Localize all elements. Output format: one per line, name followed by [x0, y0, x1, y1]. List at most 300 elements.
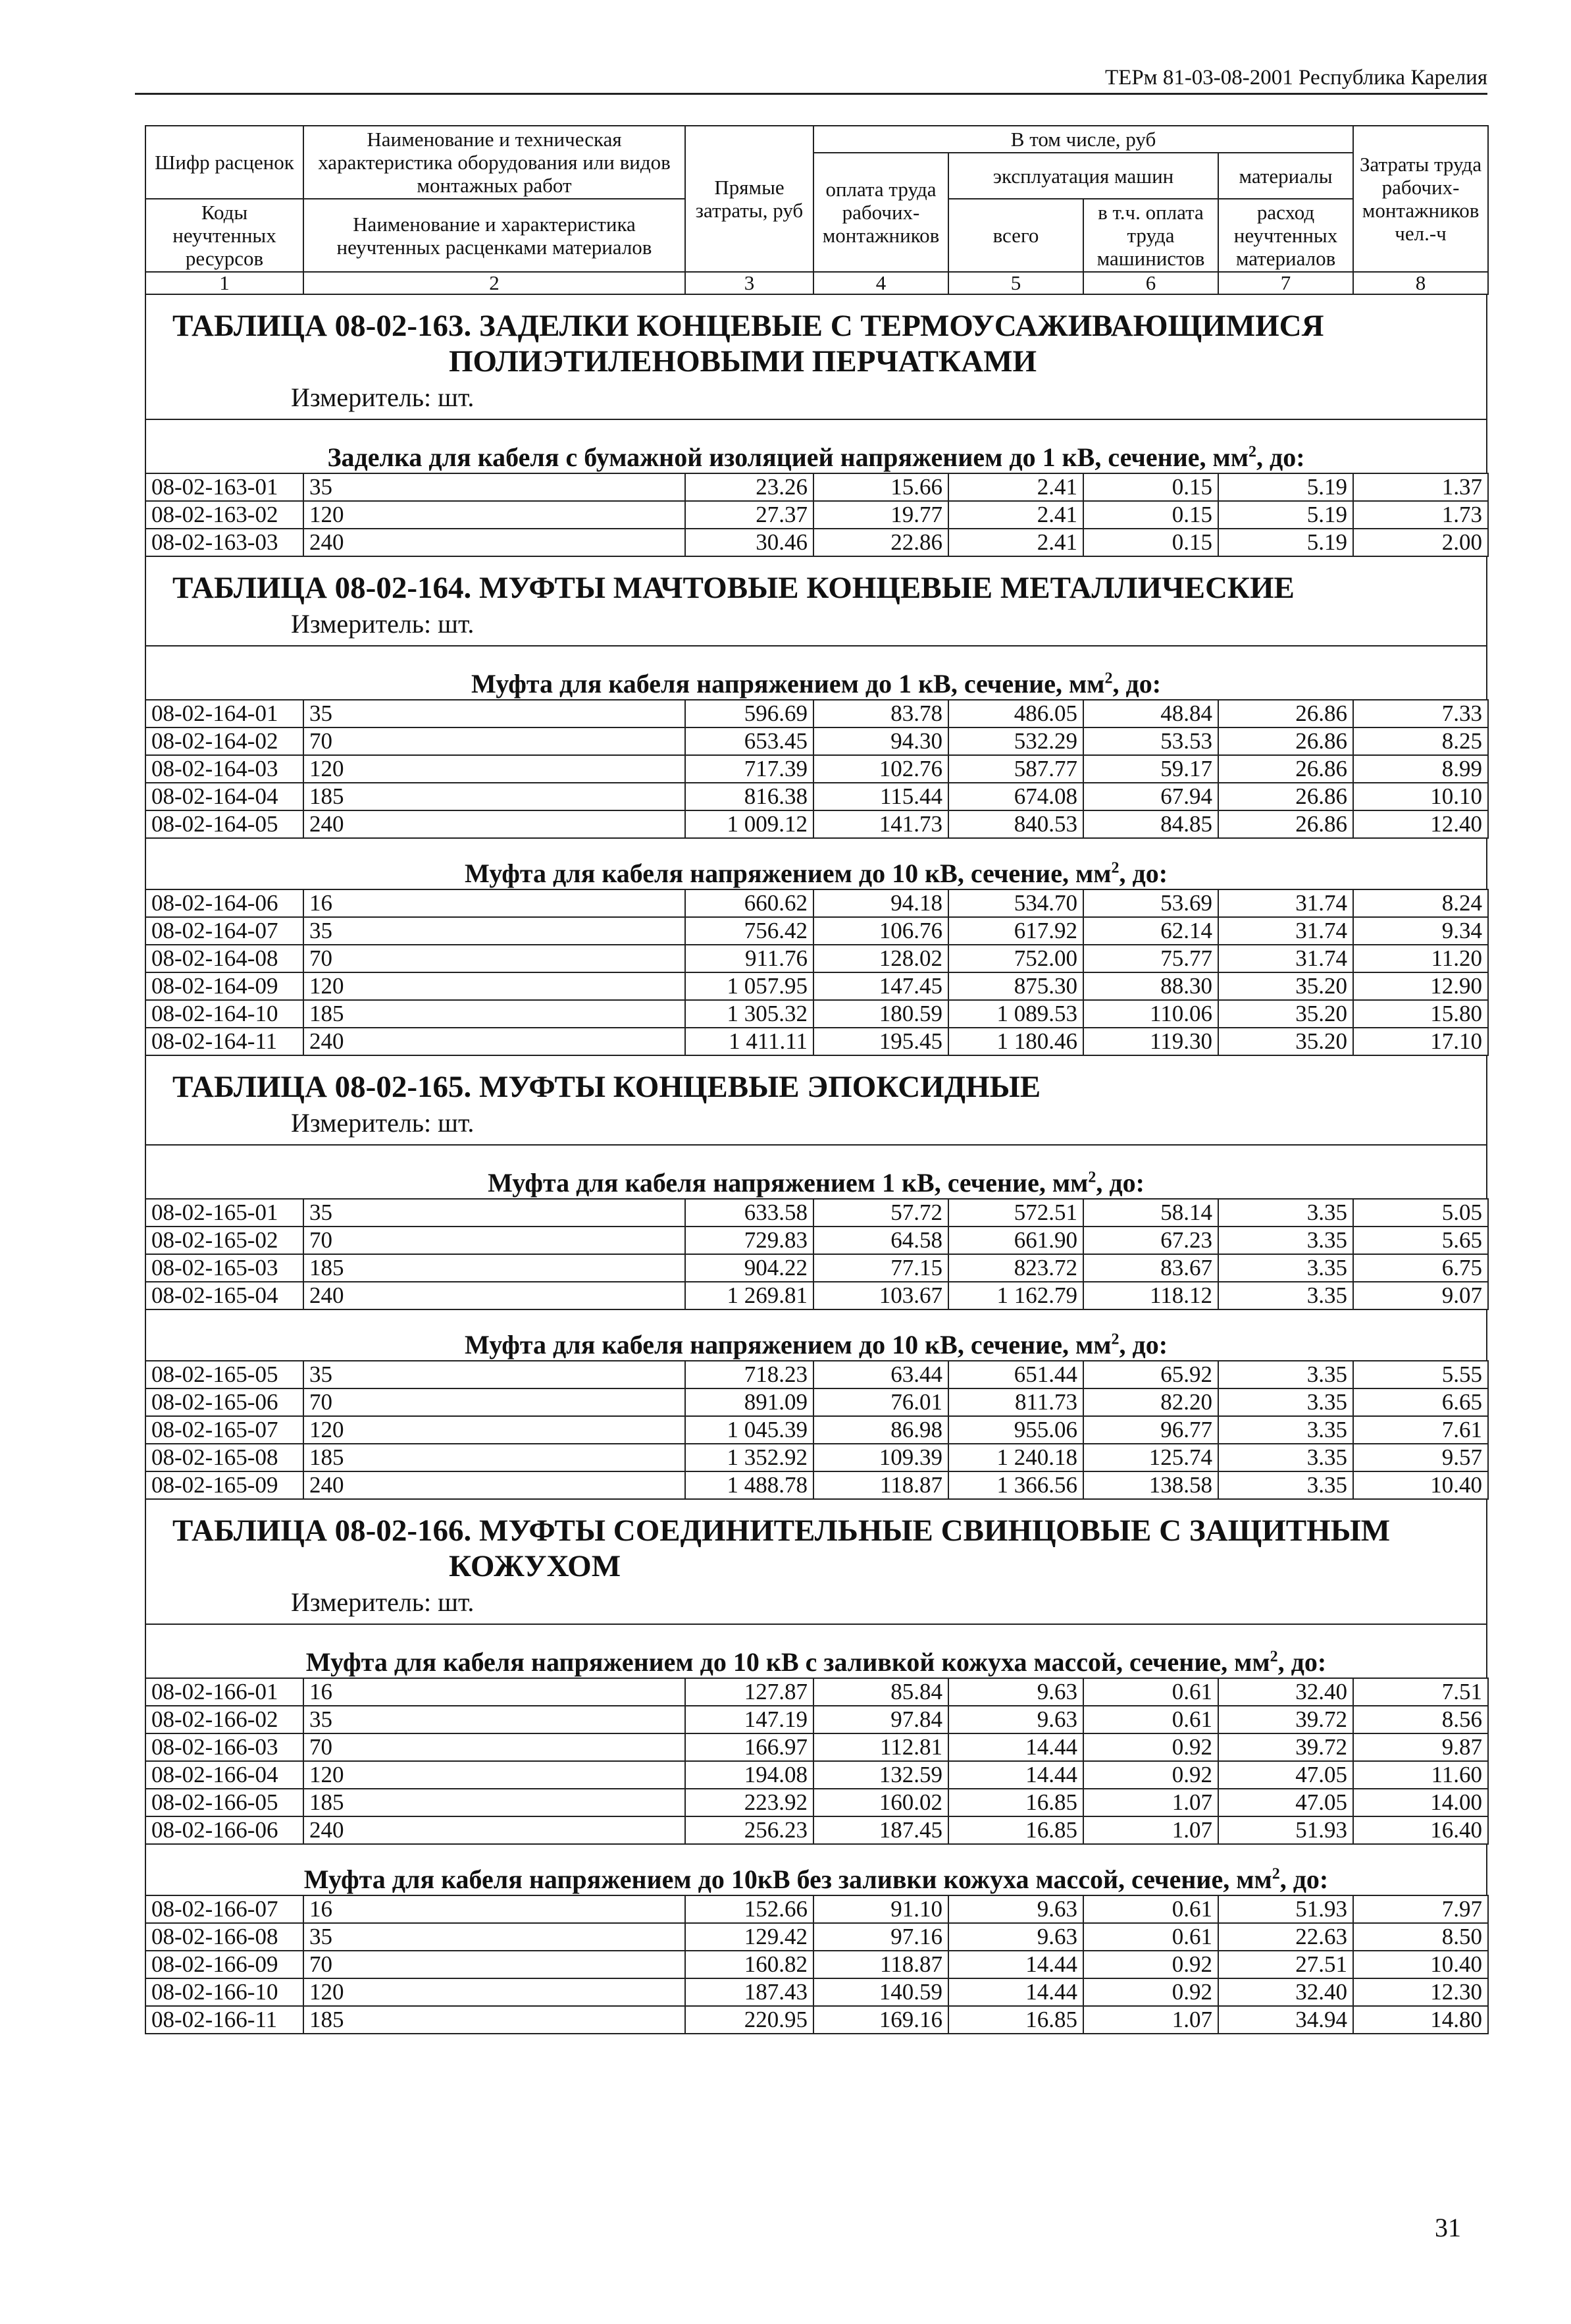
rate-code-cell: 08-02-165-03 [145, 1254, 303, 1282]
value-cell: 119.30 [1083, 1028, 1218, 1055]
value-cell: 223.92 [685, 1789, 813, 1816]
value-cell: 23.26 [685, 473, 813, 501]
table-title-continued: КОЖУХОМ [449, 1549, 621, 1583]
rate-code-cell: 08-02-166-11 [145, 2006, 303, 2034]
value-cell: 34.94 [1218, 2006, 1353, 2034]
value-cell: 14.44 [948, 1761, 1083, 1789]
value-cell: 11.60 [1353, 1761, 1488, 1789]
value-cell: 6.75 [1353, 1254, 1488, 1282]
value-cell: 31.74 [1218, 917, 1353, 945]
value-cell: 2.41 [948, 501, 1083, 529]
cross-section-cell: 185 [303, 1000, 685, 1028]
value-cell: 106.76 [813, 917, 948, 945]
section-heading-sup: 2 [1249, 443, 1256, 461]
col-name-top: Наименование и техническая характеристика оборудования или видов монтажных работ [303, 126, 685, 199]
running-header: ТЕРм 81-03-08-2001 Республика Карелия [135, 66, 1487, 95]
rate-code-cell: 08-02-163-02 [145, 501, 303, 529]
value-cell: 840.53 [948, 810, 1083, 838]
value-cell: 1 089.53 [948, 1000, 1083, 1028]
value-cell: 84.85 [1083, 810, 1218, 838]
value-cell: 7.33 [1353, 700, 1488, 727]
value-cell: 16.85 [948, 1789, 1083, 1816]
rate-code-cell: 08-02-165-02 [145, 1227, 303, 1254]
rate-code-cell: 08-02-163-01 [145, 473, 303, 501]
cross-section-cell: 35 [303, 700, 685, 727]
value-cell: 12.90 [1353, 972, 1488, 1000]
cross-section-cell: 240 [303, 529, 685, 556]
value-cell: 14.44 [948, 1951, 1083, 1978]
rate-code-cell: 08-02-166-07 [145, 1895, 303, 1923]
value-cell: 32.40 [1218, 1678, 1353, 1706]
value-cell: 674.08 [948, 783, 1083, 810]
value-cell: 166.97 [685, 1733, 813, 1761]
rate-code-cell: 08-02-165-05 [145, 1361, 303, 1388]
value-cell: 14.00 [1353, 1789, 1488, 1816]
value-cell: 94.30 [813, 727, 948, 755]
cross-section-cell: 120 [303, 1761, 685, 1789]
col-number: 2 [303, 272, 685, 294]
value-cell: 1 162.79 [948, 1282, 1083, 1309]
cross-section-cell: 70 [303, 945, 685, 972]
value-cell: 30.46 [685, 529, 813, 556]
value-cell: 1 240.18 [948, 1444, 1083, 1471]
section-heading-text: Муфта для кабеля напряжением до 10кВ без заливки кожуха массой, сечение, мм [303, 1864, 1272, 1894]
value-cell: 729.83 [685, 1227, 813, 1254]
table-row [145, 972, 1488, 1000]
value-cell: 875.30 [948, 972, 1083, 1000]
table-row [145, 945, 1488, 972]
section-heading-sup: 2 [1272, 1865, 1280, 1883]
value-cell: 91.10 [813, 1895, 948, 1923]
value-cell: 187.43 [685, 1978, 813, 2006]
measure-unit: Измеритель: шт. [291, 383, 475, 412]
rates-table [145, 1677, 1489, 1845]
measure-unit: Измеритель: шт. [291, 609, 475, 639]
table-row [145, 1789, 1488, 1816]
section-heading-sup: 2 [1111, 1331, 1120, 1348]
section-heading-sup: 2 [1270, 1648, 1278, 1666]
table-title-continued: ПОЛИЭТИЛЕНОВЫМИ ПЕРЧАТКАМИ [449, 344, 1037, 379]
cross-section-cell: 185 [303, 783, 685, 810]
table-title: ТАБЛИЦА 08-02-166. МУФТЫ СОЕДИНИТЕЛЬНЫЕ СВИНЦОВЫЕ С ЗАЩИТНЫМ [172, 1514, 1391, 1548]
rate-code-cell: 08-02-166-05 [145, 1789, 303, 1816]
value-cell: 195.45 [813, 1028, 948, 1055]
table-row [145, 755, 1488, 783]
value-cell: 118.87 [813, 1471, 948, 1499]
col-labor: Затраты труда рабочих-монтажников чел.-ч [1353, 126, 1488, 272]
value-cell: 8.25 [1353, 727, 1488, 755]
col-code-bottom: Коды неучтенных ресурсов [145, 199, 303, 272]
value-cell: 596.69 [685, 700, 813, 727]
table-title: ТАБЛИЦА 08-02-164. МУФТЫ МАЧТОВЫЕ КОНЦЕВЫЕ МЕТАЛЛИЧЕСКИЕ [172, 571, 1295, 605]
value-cell: 534.70 [948, 889, 1083, 917]
value-cell: 1 411.11 [685, 1028, 813, 1055]
value-cell: 8.24 [1353, 889, 1488, 917]
value-cell: 102.76 [813, 755, 948, 783]
cross-section-cell: 120 [303, 972, 685, 1000]
table-title: ТАБЛИЦА 08-02-165. МУФТЫ КОНЦЕВЫЕ ЭПОКСИДНЫЕ [172, 1070, 1041, 1104]
value-cell: 0.92 [1083, 1761, 1218, 1789]
value-cell: 1 057.95 [685, 972, 813, 1000]
cross-section-cell: 35 [303, 917, 685, 945]
value-cell: 717.39 [685, 755, 813, 783]
table-row [145, 529, 1488, 556]
table-row [145, 1361, 1488, 1388]
rate-code-cell: 08-02-165-01 [145, 1199, 303, 1227]
section-heading [145, 1625, 1487, 1677]
rates-table [145, 1198, 1489, 1310]
rate-code-cell: 08-02-165-07 [145, 1416, 303, 1444]
value-cell: 58.14 [1083, 1199, 1218, 1227]
value-cell: 3.35 [1218, 1199, 1353, 1227]
value-cell: 3.35 [1218, 1388, 1353, 1416]
document-body [145, 125, 1487, 2034]
value-cell: 0.61 [1083, 1923, 1218, 1951]
cross-section-cell: 120 [303, 501, 685, 529]
value-cell: 5.19 [1218, 473, 1353, 501]
rates-table [145, 1360, 1489, 1500]
table-title-block [145, 1056, 1487, 1146]
value-cell: 1 180.46 [948, 1028, 1083, 1055]
value-cell: 16.85 [948, 1816, 1083, 1844]
rates-table [145, 889, 1489, 1056]
value-cell: 62.14 [1083, 917, 1218, 945]
value-cell: 718.23 [685, 1361, 813, 1388]
value-cell: 51.93 [1218, 1895, 1353, 1923]
section-heading-text: Заделка для кабеля с бумажной изоляцией напряжением до 1 кВ, сечение, мм [327, 442, 1249, 472]
rates-table [145, 1895, 1489, 2034]
value-cell: 9.63 [948, 1706, 1083, 1733]
value-cell: 138.58 [1083, 1471, 1218, 1499]
value-cell: 39.72 [1218, 1706, 1353, 1733]
section-heading-end: , до: [1256, 442, 1305, 472]
value-cell: 14.44 [948, 1978, 1083, 2006]
value-cell: 0.92 [1083, 1978, 1218, 2006]
rate-code-cell: 08-02-166-06 [145, 1816, 303, 1844]
value-cell: 169.16 [813, 2006, 948, 2034]
col-number: 4 [813, 272, 948, 294]
col-materials: материалы [1218, 153, 1353, 199]
value-cell: 12.40 [1353, 810, 1488, 838]
value-cell: 35.20 [1218, 1028, 1353, 1055]
rate-code-cell: 08-02-163-03 [145, 529, 303, 556]
cross-section-cell: 185 [303, 1254, 685, 1282]
table-row [145, 917, 1488, 945]
table-row [145, 1761, 1488, 1789]
value-cell: 0.92 [1083, 1951, 1218, 1978]
value-cell: 10.10 [1353, 783, 1488, 810]
cross-section-cell: 35 [303, 1706, 685, 1733]
section-heading-end: , до: [1119, 858, 1168, 888]
value-cell: 125.74 [1083, 1444, 1218, 1471]
section-heading [145, 1146, 1487, 1198]
table-row [145, 1733, 1488, 1761]
value-cell: 26.86 [1218, 700, 1353, 727]
table-row [145, 1282, 1488, 1309]
table-row [145, 1895, 1488, 1923]
table-title-block [145, 557, 1487, 647]
value-cell: 77.15 [813, 1254, 948, 1282]
value-cell: 3.35 [1218, 1444, 1353, 1471]
value-cell: 26.86 [1218, 783, 1353, 810]
table-row [145, 1923, 1488, 1951]
section-heading [145, 420, 1487, 473]
value-cell: 8.50 [1353, 1923, 1488, 1951]
value-cell: 1 305.32 [685, 1000, 813, 1028]
rate-code-cell: 08-02-164-06 [145, 889, 303, 917]
rate-code-cell: 08-02-166-08 [145, 1923, 303, 1951]
value-cell: 26.86 [1218, 810, 1353, 838]
page-number: 31 [1435, 2213, 1461, 2242]
rate-code-cell: 08-02-166-03 [145, 1733, 303, 1761]
section-heading-text: Муфта для кабеля напряжением 1 кВ, сечение, мм [488, 1168, 1089, 1198]
value-cell: 5.05 [1353, 1199, 1488, 1227]
col-number: 5 [948, 272, 1083, 294]
value-cell: 83.78 [813, 700, 948, 727]
value-cell: 26.86 [1218, 727, 1353, 755]
table-row [145, 810, 1488, 838]
value-cell: 59.17 [1083, 755, 1218, 783]
col-number: 8 [1353, 272, 1488, 294]
value-cell: 891.09 [685, 1388, 813, 1416]
table-row [145, 1227, 1488, 1254]
rate-code-cell: 08-02-164-03 [145, 755, 303, 783]
value-cell: 0.61 [1083, 1895, 1218, 1923]
rate-code-cell: 08-02-166-10 [145, 1978, 303, 2006]
value-cell: 532.29 [948, 727, 1083, 755]
value-cell: 118.12 [1083, 1282, 1218, 1309]
table-row [145, 1028, 1488, 1055]
value-cell: 94.18 [813, 889, 948, 917]
cross-section-cell: 70 [303, 1951, 685, 1978]
value-cell: 103.67 [813, 1282, 948, 1309]
section-heading-text: Муфта для кабеля напряжением до 10 кВ, сечение, мм [464, 858, 1112, 888]
value-cell: 75.77 [1083, 945, 1218, 972]
section-heading-sup: 2 [1111, 859, 1120, 877]
table-row [145, 1471, 1488, 1499]
value-cell: 0.61 [1083, 1678, 1218, 1706]
value-cell: 617.92 [948, 917, 1083, 945]
rate-code-cell: 08-02-166-01 [145, 1678, 303, 1706]
value-cell: 19.77 [813, 501, 948, 529]
column-header-table [145, 125, 1489, 295]
cross-section-cell: 35 [303, 473, 685, 501]
section-heading [145, 1845, 1487, 1895]
table-row [145, 1816, 1488, 1844]
value-cell: 194.08 [685, 1761, 813, 1789]
cross-section-cell: 16 [303, 1678, 685, 1706]
value-cell: 22.63 [1218, 1923, 1353, 1951]
value-cell: 140.59 [813, 1978, 948, 2006]
col-number: 7 [1218, 272, 1353, 294]
col-including: В том числе, руб [813, 126, 1353, 153]
value-cell: 661.90 [948, 1227, 1083, 1254]
value-cell: 9.34 [1353, 917, 1488, 945]
cross-section-cell: 240 [303, 1816, 685, 1844]
value-cell: 14.44 [948, 1733, 1083, 1761]
col-machines-wage: в т.ч. оплата труда машинистов [1083, 199, 1218, 272]
value-cell: 160.82 [685, 1951, 813, 1978]
value-cell: 7.51 [1353, 1678, 1488, 1706]
value-cell: 752.00 [948, 945, 1083, 972]
rate-code-cell: 08-02-164-10 [145, 1000, 303, 1028]
value-cell: 1 488.78 [685, 1471, 813, 1499]
rate-code-cell: 08-02-166-09 [145, 1951, 303, 1978]
value-cell: 97.16 [813, 1923, 948, 1951]
col-code-top: Шифр расценок [145, 126, 303, 199]
section-heading-text: Муфта для кабеля напряжением до 10 кВ с заливкой кожуха массой, сечение, мм [305, 1647, 1270, 1677]
col-machines-total: всего [948, 199, 1083, 272]
value-cell: 128.02 [813, 945, 948, 972]
table-row [145, 889, 1488, 917]
table-row [145, 727, 1488, 755]
rate-code-cell: 08-02-165-08 [145, 1444, 303, 1471]
value-cell: 86.98 [813, 1416, 948, 1444]
value-cell: 88.30 [1083, 972, 1218, 1000]
rate-code-cell: 08-02-165-06 [145, 1388, 303, 1416]
value-cell: 5.19 [1218, 501, 1353, 529]
cross-section-cell: 240 [303, 1028, 685, 1055]
value-cell: 3.35 [1218, 1254, 1353, 1282]
section-heading-sup: 2 [1104, 670, 1113, 687]
value-cell: 1.07 [1083, 1816, 1218, 1844]
value-cell: 127.87 [685, 1678, 813, 1706]
value-cell: 5.19 [1218, 529, 1353, 556]
value-cell: 132.59 [813, 1761, 948, 1789]
value-cell: 65.92 [1083, 1361, 1218, 1388]
cross-section-cell: 120 [303, 1416, 685, 1444]
value-cell: 8.56 [1353, 1706, 1488, 1733]
col-direct-costs: Прямые затраты, руб [685, 126, 813, 272]
value-cell: 115.44 [813, 783, 948, 810]
value-cell: 85.84 [813, 1678, 948, 1706]
value-cell: 31.74 [1218, 945, 1353, 972]
rates-table [145, 699, 1489, 839]
table-row [145, 1199, 1488, 1227]
value-cell: 2.00 [1353, 529, 1488, 556]
table-row [145, 1000, 1488, 1028]
price-tables [145, 295, 1487, 2034]
table-title-block [145, 1500, 1487, 1625]
table-row [145, 1706, 1488, 1733]
value-cell: 3.35 [1218, 1361, 1353, 1388]
value-cell: 53.69 [1083, 889, 1218, 917]
value-cell: 64.58 [813, 1227, 948, 1254]
value-cell: 76.01 [813, 1388, 948, 1416]
cross-section-cell: 120 [303, 1978, 685, 2006]
value-cell: 15.66 [813, 473, 948, 501]
value-cell: 8.99 [1353, 755, 1488, 783]
cross-section-cell: 16 [303, 889, 685, 917]
value-cell: 110.06 [1083, 1000, 1218, 1028]
value-cell: 35.20 [1218, 972, 1353, 1000]
value-cell: 35.20 [1218, 1000, 1353, 1028]
value-cell: 11.20 [1353, 945, 1488, 972]
value-cell: 1.37 [1353, 473, 1488, 501]
value-cell: 31.74 [1218, 889, 1353, 917]
value-cell: 816.38 [685, 783, 813, 810]
value-cell: 27.37 [685, 501, 813, 529]
value-cell: 7.61 [1353, 1416, 1488, 1444]
section-heading-end: , до: [1096, 1168, 1145, 1198]
table-title: ТАБЛИЦА 08-02-163. ЗАДЕЛКИ КОНЦЕВЫЕ С ТЕРМОУСАЖИВАЮЩИМИСЯ [172, 309, 1324, 343]
table-row [145, 1388, 1488, 1416]
rate-code-cell: 08-02-166-02 [145, 1706, 303, 1733]
col-number: 6 [1083, 272, 1218, 294]
value-cell: 129.42 [685, 1923, 813, 1951]
value-cell: 955.06 [948, 1416, 1083, 1444]
value-cell: 5.65 [1353, 1227, 1488, 1254]
value-cell: 1.07 [1083, 2006, 1218, 2034]
measure-unit: Измеритель: шт. [291, 1587, 475, 1617]
value-cell: 3.35 [1218, 1282, 1353, 1309]
table-row [145, 2006, 1488, 2034]
value-cell: 96.77 [1083, 1416, 1218, 1444]
value-cell: 9.63 [948, 1895, 1083, 1923]
rate-code-cell: 08-02-164-05 [145, 810, 303, 838]
value-cell: 823.72 [948, 1254, 1083, 1282]
value-cell: 6.65 [1353, 1388, 1488, 1416]
section-heading [145, 647, 1487, 699]
value-cell: 3.35 [1218, 1471, 1353, 1499]
cross-section-cell: 35 [303, 1199, 685, 1227]
value-cell: 47.05 [1218, 1761, 1353, 1789]
rate-code-cell: 08-02-164-09 [145, 972, 303, 1000]
value-cell: 152.66 [685, 1895, 813, 1923]
value-cell: 16.40 [1353, 1816, 1488, 1844]
value-cell: 756.42 [685, 917, 813, 945]
col-machines: эксплуатация машин [948, 153, 1218, 199]
cross-section-cell: 240 [303, 810, 685, 838]
value-cell: 1 352.92 [685, 1444, 813, 1471]
value-cell: 7.97 [1353, 1895, 1488, 1923]
cross-section-cell: 70 [303, 1227, 685, 1254]
col-wage: оплата труда рабочих-монтажников [813, 153, 948, 272]
value-cell: 51.93 [1218, 1816, 1353, 1844]
value-cell: 147.19 [685, 1706, 813, 1733]
section-heading-text: Муфта для кабеля напряжением до 10 кВ, сечение, мм [464, 1330, 1112, 1360]
value-cell: 9.07 [1353, 1282, 1488, 1309]
value-cell: 651.44 [948, 1361, 1083, 1388]
value-cell: 220.95 [685, 2006, 813, 2034]
rate-code-cell: 08-02-164-04 [145, 783, 303, 810]
value-cell: 486.05 [948, 700, 1083, 727]
rate-code-cell: 08-02-164-02 [145, 727, 303, 755]
table-row [145, 1254, 1488, 1282]
value-cell: 1 045.39 [685, 1416, 813, 1444]
value-cell: 0.15 [1083, 529, 1218, 556]
value-cell: 1 009.12 [685, 810, 813, 838]
section-heading-end: , до: [1112, 669, 1162, 699]
value-cell: 9.63 [948, 1678, 1083, 1706]
section-heading-end: , до: [1277, 1647, 1327, 1677]
cross-section-cell: 185 [303, 2006, 685, 2034]
measure-unit: Измеритель: шт. [291, 1108, 475, 1138]
value-cell: 12.30 [1353, 1978, 1488, 2006]
cross-section-cell: 35 [303, 1361, 685, 1388]
section-heading-end: , до: [1279, 1864, 1329, 1894]
value-cell: 0.15 [1083, 473, 1218, 501]
value-cell: 9.57 [1353, 1444, 1488, 1471]
value-cell: 109.39 [813, 1444, 948, 1471]
value-cell: 3.35 [1218, 1416, 1353, 1444]
table-row [145, 783, 1488, 810]
section-heading-end: , до: [1119, 1330, 1168, 1360]
value-cell: 5.55 [1353, 1361, 1488, 1388]
value-cell: 57.72 [813, 1199, 948, 1227]
value-cell: 147.45 [813, 972, 948, 1000]
table-row [145, 1978, 1488, 2006]
